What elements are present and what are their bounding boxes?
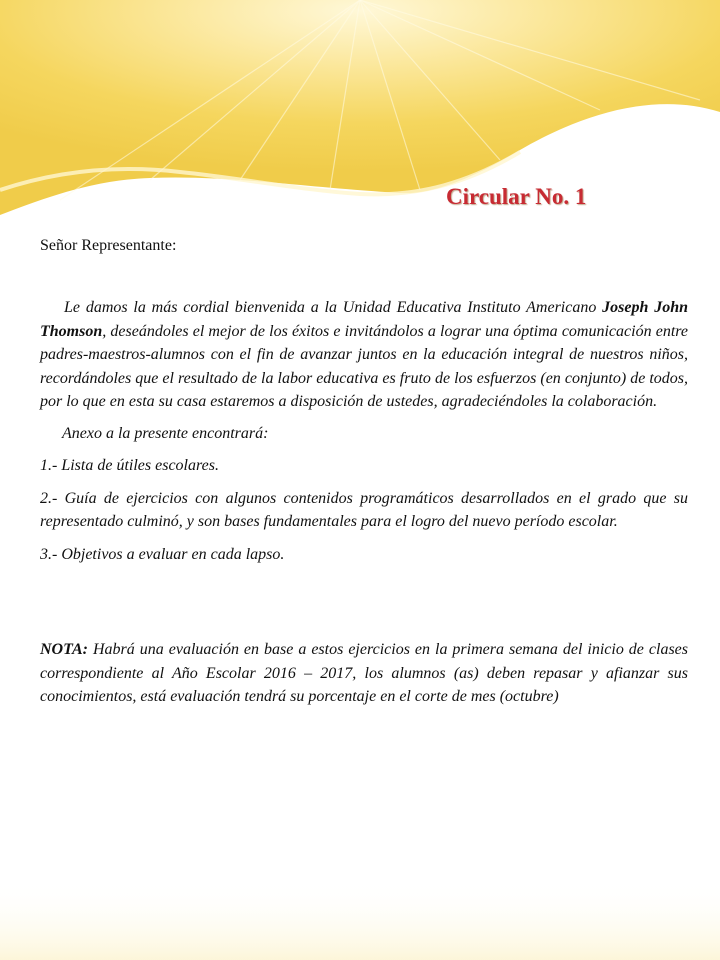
welcome-rest: , deseándoles el mejor de los éxitos e invitándolos a lograr una óptima comunicación entre padres-maestros-alumnos con el fin de avanzar juntos en la educación integral de nuestros niños, recordándoles que el resultado de la labor educativa es fruto de los esfuerzos (en conjunto) de todos, por lo que en esta su casa estaremos a disposición de ustedes, agradeciéndoles la colaboración. [40,322,688,410]
list-item: 3.- Objetivos a evaluar en cada lapso. [40,545,285,563]
note-paragraph [40,638,688,709]
school-name: Joseph John Thomson [40,299,688,340]
note-text: Habrá una evaluación en base a estos ejercicios en la primera semana del inicio de clases correspondiente al Año Escolar 2016 – 2017, los alumnos (as) deben repasar y afianzar sus conocimientos, está evaluación tendrá su porcentaje en el corte de mes (octubre) [40,641,688,705]
salutation: Señor Representante: [40,237,177,254]
welcome-intro: Le damos la más cordial bienvenida a la Unidad Educativa Instituto Americano [64,299,603,316]
annex-intro: Anexo a la presente encontrará: [62,424,269,442]
page-title: Circular No. 1 [446,184,587,209]
list-item: 2.- Guía de ejercicios con algunos contenidos programáticos desarrollados en el grado que su representado culminó, y son bases fundamentales para el logro del nuevo período escolar. [40,489,688,530]
note-label: NOTA: [40,641,88,658]
welcome-paragraph [40,296,688,414]
letter-body [40,296,688,709]
list-item: 1.- Lista de útiles escolares. [40,457,219,474]
